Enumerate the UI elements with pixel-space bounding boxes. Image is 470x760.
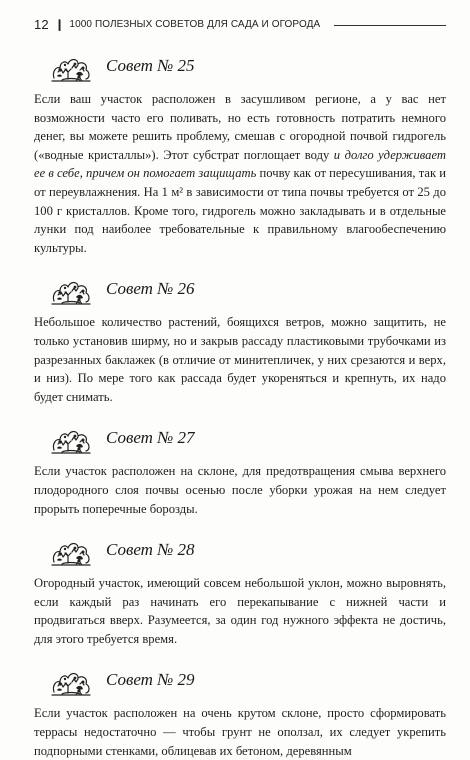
tip-title: Совет № 28 — [106, 540, 195, 560]
tip-title: Совет № 27 — [106, 428, 195, 448]
tip-title: Совет № 29 — [106, 670, 195, 690]
tip-heading — [48, 420, 446, 456]
gardener-decoration-icon — [48, 271, 94, 307]
tip-text-part: Если ваш участок расположен в засушливом регионе, а у вас нет возможности часто его поливать, но есть готовность потратить немного денег, вы можете решить проблему, смешав с огородной почвой гидрогель («водные кристаллы»). Этот субстрат поглощает воду — [34, 92, 446, 162]
gardener-decoration-icon — [48, 420, 94, 456]
tip-heading — [48, 271, 446, 307]
tip-text: Если участок расположен на склоне, для предотвращения смыва верхнего плодородного слоя почвы осенью после уборки урожая на нем следует прорыть поперечные борозды. — [34, 464, 446, 516]
gardener-decoration-icon — [48, 532, 94, 568]
tip-29 — [34, 662, 446, 760]
tip-text-handwritten-part: и долго удерживает ее в себе, причем он помогает защищать — [34, 147, 446, 181]
tip-heading — [48, 532, 446, 568]
book-title: 1000 ПОЛЕЗНЫХ СОВЕТОВ ДЛЯ САДА И ОГОРОДА — [69, 18, 321, 30]
tip-title: Совет № 25 — [106, 56, 195, 75]
tip-26 — [34, 271, 446, 406]
tip-heading — [48, 48, 446, 84]
running-header — [34, 14, 446, 34]
gardener-decoration-icon — [48, 48, 94, 84]
page-number: 12 — [34, 16, 49, 32]
gardener-decoration-icon — [48, 662, 94, 698]
tip-title: Совет № 26 — [106, 279, 195, 299]
tip-25 — [34, 48, 446, 257]
header-rule — [334, 25, 446, 26]
tip-27 — [34, 420, 446, 518]
tip-28 — [34, 532, 446, 648]
tip-text-part: почву как от пересушивания, так и от переувлажнения. На 1 м² в зависимости от типа почвы требуется от 25 до 100 г кристаллов. Кроме того, гидрогель можно закладывать и в отдельные лунки под наиболее требовательные к правильному влагообеспечению культуры. — [34, 166, 446, 255]
tip-text — [34, 90, 446, 257]
header-separator: ❙ — [54, 19, 65, 31]
tip-text: Небольшое количество растений, боящихся ветров, можно защитить, не только установив ширму, но и закрыв рассаду пластиковыми трубочками из разрезанных баклажек (в отличие от минитепличек, у них срезаются и верх, и низ). По мере того как рассада будет укореняться и крепнуть, их надо будет снимать. — [34, 315, 446, 404]
tip-text: Огородный участок, имеющий совсем небольшой уклон, можно выровнять, если каждый раз начинать его перекапывание с нижней части и продвигаться вверх. Разумеется, за один год нужного эффекта не достичь, для этого требуется время. — [34, 576, 446, 646]
tip-text: Если участок расположен на очень крутом склоне, просто сформировать террасы недостаточно — чтобы грунт не оползал, их следует укрепить подпорными стенками, облицевав их бетоном, деревянным — [34, 706, 446, 758]
tip-heading — [48, 662, 446, 698]
